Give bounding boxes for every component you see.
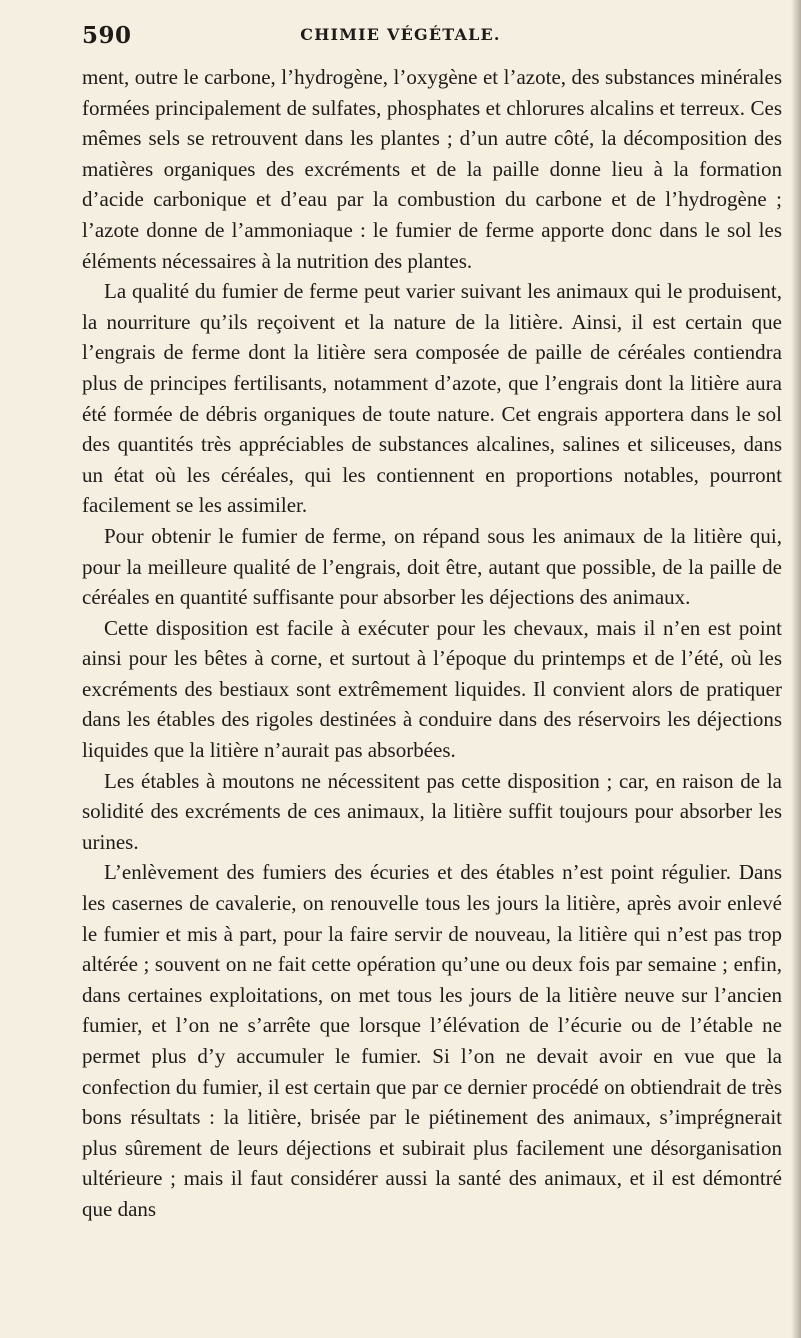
paragraph-removal: L’enlèvement des fumiers des écuries et des étables n’est point régulier. Dans les casernes de cavalerie, on renouvelle tous les jours la litière, après avoir enlevé le fumier et mis à part, pour la faire servir de nouveau, la litière qui n’est pas trop altérée ; souvent on ne fait cette opération qu’une ou deux fois par semaine ; enfin, dans certaines exploitations, on met tous les jours de la litière neuve sur l’ancien fumier, et l’on ne s’arrête que lorsque l’élévation de l’écurie ou de l’étable ne permet plus d’y accumuler le fumier. Si l’on ne devait avoir en vue que la confection du fumier, il est certain que par ce dernier procédé on obtiendrait de très bons résultats : la litière, brisée par le piétinement des animaux, s’imprégnerait plus sûrement de leurs déjections et subirait plus facilement une désorganisation ultérieure ; mais il faut considérer aussi la santé des animaux, et il est démontré que dans: [82, 860, 782, 1221]
paragraph-fumier-quality: La qualité du fumier de ferme peut varier suivant les animaux qui le produisent, la nourriture qu’ils reçoivent et la nature de la litière. Ainsi, il est certain que l’engrais de ferme dont la litière sera composée de paille de céréales contiendra plus de principes fertilisants, notamment d’azote, que l’engrais dont la litière aura été formée de débris organiques de toute nature. Cet engrais apportera dans le sol des quantités très appréciables de substances alcalines, salines et siliceuses, dans un état où les céréales, qui les contiennent en proportions notables, pourront facilement se les assimiler.: [82, 279, 782, 518]
paragraph-horses-cattle: Cette disposition est facile à exécuter pour les chevaux, mais il n’en est point ainsi pour les bêtes à corne, et surtout à l’époque du printemps et de l’été, où les excréments des bestiaux sont extrêmement liquides. Il convient alors de pratiquer dans les étables des rigoles destinées à conduire dans des réservoirs les déjections liquides que la litière n’aurait pas absorbées.: [82, 615, 782, 763]
paragraph-continuation: ment, outre le carbone, l’hydrogène, l’oxygène et l’azote, des substances minérales formées principalement de sulfates, phosphates et chlorures alcalins et terreux. Ces mêmes sels se retrouvent dans les plantes ; d’un autre côté, la décomposition des matières organiques des excréments et de la paille donne lieu à la formation d’acide carbonique et d’eau par la combustion du carbone et de l’hydrogène ; l’azote donne de l’ammoniaque : le fumier de ferme apporte donc dans le sol les éléments nécessaires à la nutrition des plantes.: [82, 65, 782, 273]
page-edge-shadow: [791, 0, 801, 1338]
paragraph-sheep: Les étables à moutons ne nécessitent pas cette disposition ; car, en raison de la solidité des excréments de ces animaux, la litière suffit toujours pour absorber les urines.: [82, 768, 782, 854]
page-header: [0, 18, 801, 58]
page-number: 590: [82, 22, 132, 49]
running-head: CHIMIE VÉGÉTALE.: [300, 25, 501, 44]
body-text: [82, 62, 782, 1225]
paragraph-obtaining-fumier: Pour obtenir le fumier de ferme, on répand sous les animaux de la litière qui, pour la meilleure qualité de l’engrais, doit être, autant que possible, de la paille de céréales en quantité suffisante pour absorber les déjections des animaux.: [82, 523, 782, 610]
